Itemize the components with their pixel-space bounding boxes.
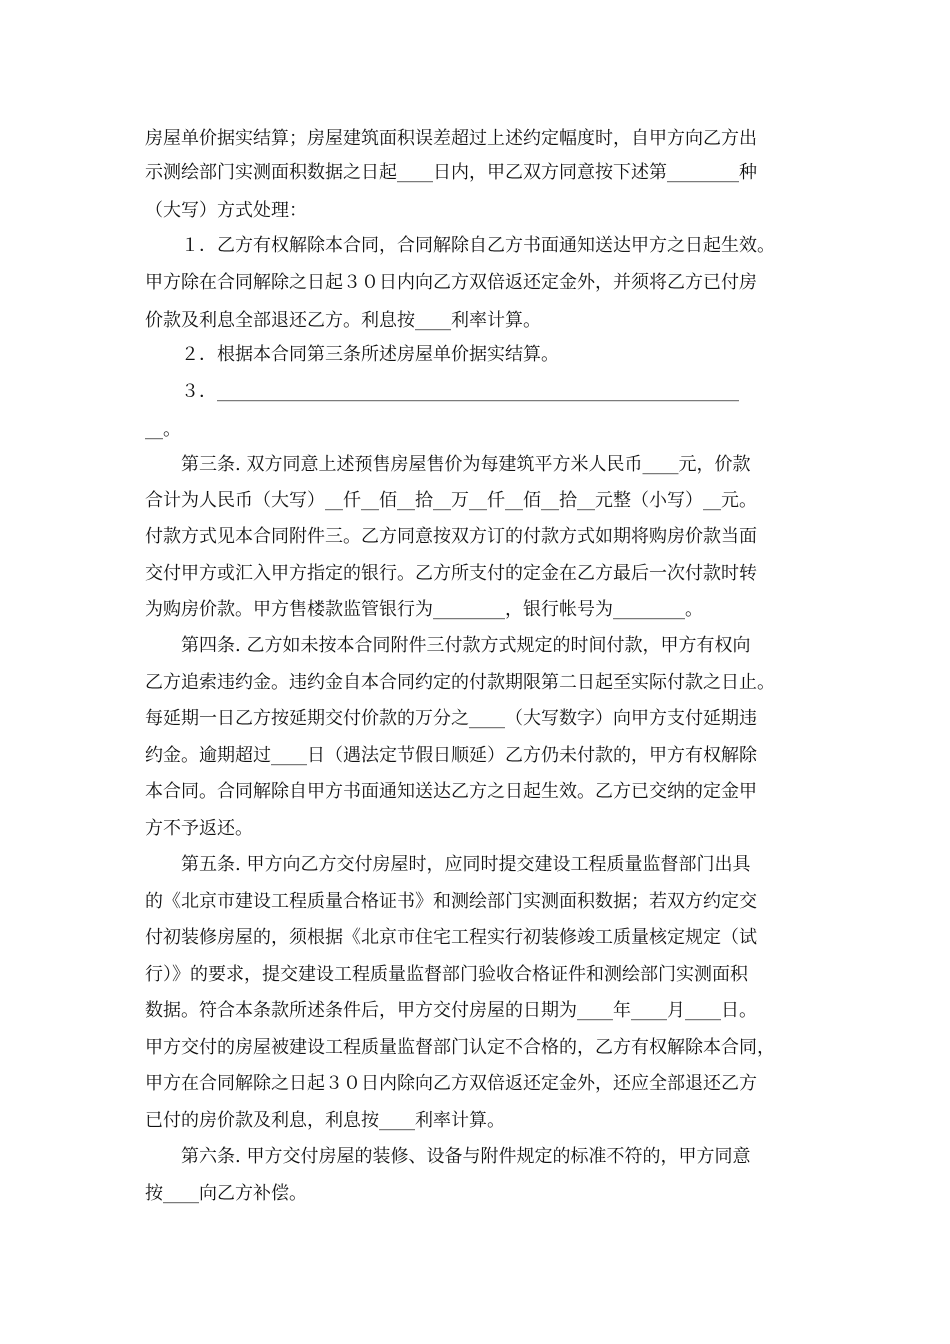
text-line: ３．__________________________________________________________	[145, 381, 739, 402]
text-line: 数据。符合本条款所述条件后，甲方交付房屋的日期为____年____月____日。	[145, 1000, 757, 1021]
text-line: 的《北京市建设工程质量合格证书》和测绘部门实测面积数据；若双方约定交	[145, 891, 757, 912]
text-line: 行）》的要求，提交建设工程质量监督部门验收合格证件和测绘部门实测面积	[145, 964, 748, 985]
text-line: 付初装修房屋的，须根据《北京市住宅工程实行初装修竣工质量核定规定（试	[145, 927, 757, 948]
text-line: 甲方在合同解除之日起３０日内除向乙方双倍返还定金外，还应全部退还乙方	[145, 1073, 757, 1094]
text-line: 第五条. 甲方向乙方交付房屋时，应同时提交建设工程质量监督部门出具	[145, 854, 751, 875]
text-line: 方不予返还。	[145, 818, 253, 839]
text-line: 价款及利息全部退还乙方。利息按____利率计算。	[145, 310, 541, 331]
text-line: 房屋单价据实结算；房屋建筑面积误差超过上述约定幅度时，自甲方向乙方出	[145, 128, 757, 149]
text-line: 乙方追索违约金。违约金自本合同约定的付款期限第二日起至实际付款之日止。	[145, 672, 775, 693]
text-line: 第六条. 甲方交付房屋的装修、设备与附件规定的标准不符的，甲方同意	[145, 1146, 751, 1167]
text-line: 约金。逾期超过____日（遇法定节假日顺延）乙方仍未付款的，甲方有权解除	[145, 745, 757, 766]
text-line: 第四条. 乙方如未按本合同附件三付款方式规定的时间付款，甲方有权向	[145, 635, 751, 656]
text-line: 本合同。合同解除自甲方书面通知送达乙方之日起生效。乙方已交纳的定金甲	[145, 781, 757, 802]
text-line: （大写）方式处理：	[145, 200, 307, 221]
text-line: 每延期一日乙方按延期交付价款的万分之____（大写数字）向甲方支付延期违	[145, 708, 757, 729]
text-line: 交付甲方或汇入甲方指定的银行。乙方所支付的定金在乙方最后一次付款时转	[145, 563, 757, 584]
text-line: 付款方式见本合同附件三。乙方同意按双方订的付款方式如期将购房价款当面	[145, 526, 757, 547]
text-line: 按____向乙方补偿。	[145, 1183, 307, 1204]
text-line: １．乙方有权解除本合同，合同解除自乙方书面通知送达甲方之日起生效。	[145, 235, 775, 256]
text-line: ２．根据本合同第三条所述房屋单价据实结算。	[145, 344, 559, 365]
text-line: 为购房价款。甲方售楼款监管银行为________，银行帐号为________。	[145, 599, 703, 620]
text-line: 甲方交付的房屋被建设工程质量监督部门认定不合格的，乙方有权解除本合同，	[145, 1037, 775, 1058]
text-line: 已付的房价款及利息，利息按____利率计算。	[145, 1110, 505, 1131]
text-line: __。	[145, 419, 181, 440]
text-line: 甲方除在合同解除之日起３０日内向乙方双倍返还定金外，并须将乙方已付房	[145, 272, 757, 293]
text-line: 合计为人民币（大写）__仟__佰__拾__万__仟__佰__拾__元整（小写）__元。	[145, 490, 757, 511]
text-line: 示测绘部门实测面积数据之日起____日内，甲乙双方同意按下述第________种	[145, 162, 757, 183]
text-line: 第三条. 双方同意上述预售房屋售价为每建筑平方米人民币____元，价款	[145, 454, 751, 475]
